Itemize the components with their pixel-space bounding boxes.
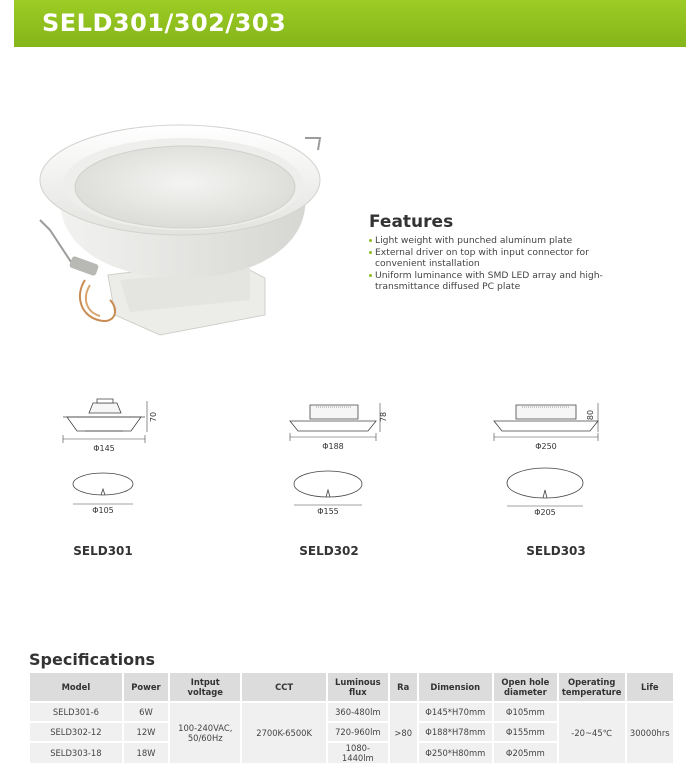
seld302-dimension-label: Φ188 [322, 442, 344, 451]
dimension-cell: Φ188*H78mm [418, 722, 493, 742]
model-cell: SELD301-6 [30, 702, 123, 722]
hole-cell: Φ205mm [493, 742, 558, 764]
table-header-row [30, 673, 673, 702]
hole-cell: Φ105mm [493, 702, 558, 722]
temperature-cell: -20~45℃ [558, 702, 626, 764]
ra-cell: >80 [389, 702, 418, 764]
seld303-side-drawing [490, 395, 605, 455]
flux-cell: 720-960lm [327, 722, 389, 742]
seld301-cutout-drawing [65, 470, 145, 515]
header-band [0, 0, 700, 47]
product-photo [20, 120, 340, 350]
power-cell: 18W [123, 742, 169, 764]
specifications-table [30, 673, 673, 765]
feature-item: External driver on top with input connector for convenient installation [369, 247, 609, 270]
seld303-cutout-drawing [505, 465, 590, 517]
seld301-hole-label: Φ105 [92, 506, 114, 515]
features-list [369, 235, 609, 293]
voltage-cell: 100-240VAC, 50/60Hz [169, 702, 241, 764]
header-band-left-margin [0, 0, 14, 47]
table-row [30, 702, 673, 722]
column-header: Intput voltage [169, 673, 241, 702]
power-cell: 6W [123, 702, 169, 722]
seld302-hole-label: Φ155 [317, 507, 339, 516]
seld303-model-label: SELD303 [526, 544, 586, 558]
hole-cell: Φ155mm [493, 722, 558, 742]
power-cell: 12W [123, 722, 169, 742]
flux-cell: 1080-1440lm [327, 742, 389, 764]
column-header: Open hole diameter [493, 673, 558, 702]
column-header: Model [30, 673, 123, 702]
seld302-cutout-drawing [290, 468, 370, 516]
specifications-title: Specifications [29, 650, 155, 669]
column-header: Dimension [418, 673, 493, 702]
column-header: Power [123, 673, 169, 702]
column-header: CCT [241, 673, 327, 702]
column-header: Luminous flux [327, 673, 389, 702]
seld301-dimension-label: Φ145 [93, 444, 115, 453]
model-cell: SELD302-12 [30, 722, 123, 742]
life-cell: 30000hrs [626, 702, 673, 764]
column-header: Ra [389, 673, 418, 702]
seld301-side-drawing [55, 395, 165, 455]
seld301-model-label: SELD301 [73, 544, 133, 558]
seld303-dimension-label: Φ250 [535, 442, 557, 451]
seld302-side-drawing [280, 395, 390, 455]
seld302-model-label: SELD302 [299, 544, 359, 558]
header-band-right-margin [686, 0, 700, 47]
seld303-height-label: 80 [586, 409, 595, 421]
dimension-cell: Φ145*H70mm [418, 702, 493, 722]
cct-cell: 2700K-6500K [241, 702, 327, 764]
page-title: SELD301/302/303 [42, 9, 287, 37]
column-header: Operating temperature [558, 673, 626, 702]
feature-item: Light weight with punched aluminum plate [369, 235, 609, 247]
seld303-hole-label: Φ205 [534, 508, 556, 517]
flux-cell: 360-480lm [327, 702, 389, 722]
model-cell: SELD303-18 [30, 742, 123, 764]
seld302-height-label: 78 [379, 411, 388, 423]
dimension-cell: Φ250*H80mm [418, 742, 493, 764]
feature-item: Uniform luminance with SMD LED array and high-transmittance diffused PC plate [369, 270, 609, 293]
column-header: Life [626, 673, 673, 702]
features-title: Features [369, 212, 454, 232]
seld301-height-label: 70 [149, 411, 158, 423]
